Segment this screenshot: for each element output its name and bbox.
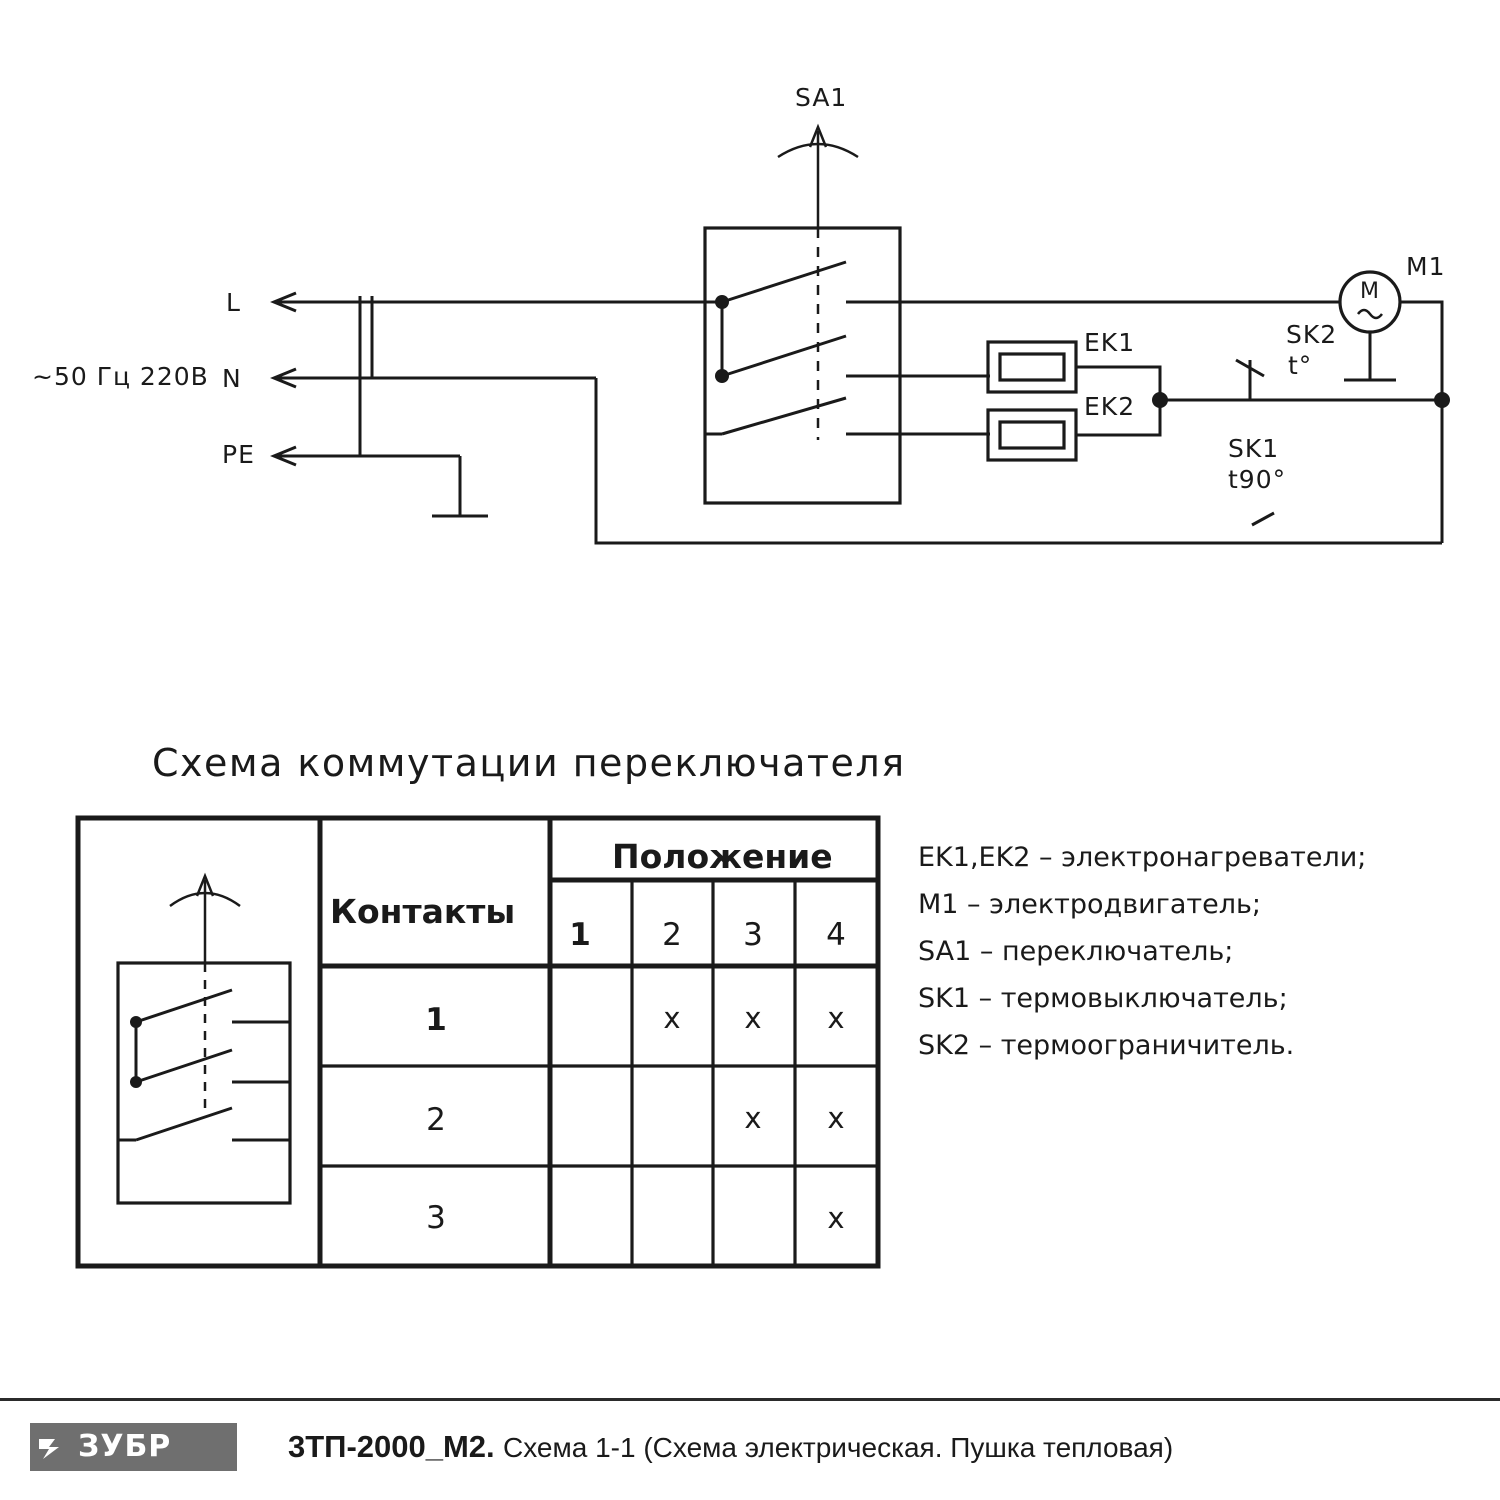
table-cell-r3-p4: x xyxy=(827,1201,845,1235)
label-sa1: SA1 xyxy=(795,83,848,112)
table-switch-blade-2 xyxy=(136,1050,232,1082)
wire-motor-return xyxy=(1400,302,1442,400)
brand-logo xyxy=(30,1423,237,1471)
label-sk2-temp: t° xyxy=(1288,351,1313,380)
table-switch-blade-1 xyxy=(136,990,232,1022)
switch-blade-1 xyxy=(722,262,846,302)
label-ek1: EK1 xyxy=(1084,328,1136,357)
legend-item-0: EK1,EK2 – электронагреватели; xyxy=(918,842,1367,873)
table-position-1: 1 xyxy=(569,917,591,953)
switch-blade-3 xyxy=(722,398,846,434)
table-cell-r2-p4: x xyxy=(827,1101,845,1135)
legend-item-3: SK1 – термовыключатель; xyxy=(918,983,1288,1014)
motor-ac-symbol xyxy=(1358,310,1382,318)
footer-model: 3ТП-2000_М2. xyxy=(288,1429,495,1464)
sk1-blade xyxy=(1252,513,1274,525)
terminal-label-pe: PE xyxy=(222,440,255,469)
table-header-contacts: Контакты xyxy=(330,892,516,931)
footer-caption xyxy=(288,1429,1173,1465)
table-title: Схема коммутации переключателя xyxy=(152,741,906,785)
label-m1: M1 xyxy=(1406,252,1446,281)
switch-blade-2 xyxy=(722,336,846,376)
table-switch-blade-3 xyxy=(136,1108,232,1140)
table-position-3: 3 xyxy=(743,917,763,953)
label-ek2: EK2 xyxy=(1084,392,1136,421)
switch-enclosure xyxy=(705,228,900,503)
motor-symbol-letter: M xyxy=(1360,279,1379,304)
table-position-4: 4 xyxy=(826,917,846,953)
table-contact-1: 1 xyxy=(425,1002,447,1038)
table-cell-r2-p3: x xyxy=(744,1101,762,1135)
heater-ek1-inner xyxy=(1000,354,1064,380)
zubr-mark-icon xyxy=(30,1423,76,1471)
label-sk1: SK1 xyxy=(1228,434,1280,463)
label-supply: ~50 Гц 220В xyxy=(32,362,209,391)
table-contact-3: 3 xyxy=(426,1200,446,1236)
legend-item-2: SA1 – переключатель; xyxy=(918,936,1234,967)
table-header-position: Положение xyxy=(612,837,833,876)
footer-description: Схема 1-1 (Схема электрическая. Пушка тепловая) xyxy=(503,1432,1174,1463)
terminal-label-l: L xyxy=(226,288,241,317)
table-cell-r1-p2: x xyxy=(663,1001,681,1035)
table-position-2: 2 xyxy=(662,917,682,953)
label-sk1-temp: t90° xyxy=(1228,465,1287,494)
heater-ek2-inner xyxy=(1000,422,1064,448)
table-cell-r1-p3: x xyxy=(744,1001,762,1035)
legend-item-4: SK2 – термоограничитель. xyxy=(918,1030,1295,1061)
table-cell-r1-p4: x xyxy=(827,1001,845,1035)
terminal-label-n: N xyxy=(222,364,242,393)
footer-bar xyxy=(0,1398,1500,1500)
switch-table-outer xyxy=(78,818,878,1266)
brand-name: ЗУБР xyxy=(78,1429,172,1464)
table-contact-2: 2 xyxy=(426,1102,446,1138)
legend-item-1: M1 – электродвигатель; xyxy=(918,889,1261,920)
label-sk2: SK2 xyxy=(1286,320,1338,349)
